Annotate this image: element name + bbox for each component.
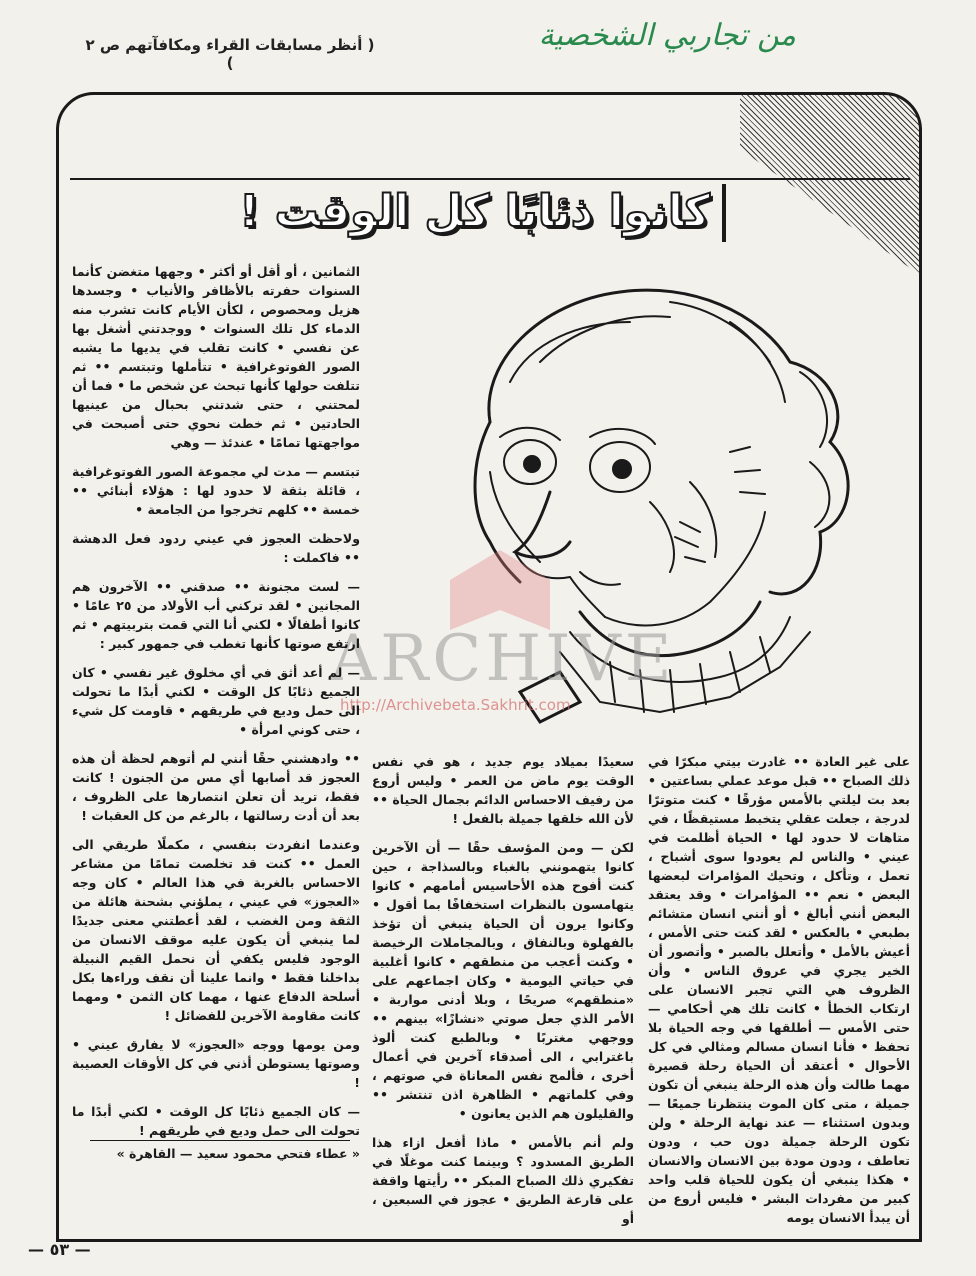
article-headline: كانوا ذئابًا كل الوقت !	[239, 186, 710, 237]
paragraph: وعندما انفردت بنفسي ، مكملًا طريقي الى العمل •• كنت قد تخلصت تمامًا من مشاعر الاحساس بالغربة في هذا العالم • كان وجه «العجوز» في عيني ، يملؤني بشحنة هائلة من الثقة ومن الغضب ، لقد أعطتني معنى جديدًا لما ينبغي أن يكون عليه موقف الانسان من الوجود فليس يكفي أن نحمل القيم النبيلة بداخلنا فقط • وانما علينا أن نقف وراءها بكل أسلحة الدفاع عنها ، مهما كان الثمن • ومهما كانت مقاومة الآخرين للفضائل !	[72, 837, 360, 1023]
paragraph: لكن — ومن المؤسف حقًا — أن الآخرين كانوا يتهمونني بالغباء وبالسذاجة ، حين كنت أفوح هذه الأحاسيس أمامهم • كانوا يتهامسون بالنظرات استخفافًا بما أقول • وكانوا يرون أن الحياة ينبغي أن تؤخذ بالفهلوة وبالنفاق ، وبالمجاملات الرخيصة • وكنت أعجب من منطقهم • كانوا أغلبية في حياتي اليومية • وكان اجماعهم على «منطقهم» صريحًا ، وبلا أدنى مواربة • الأمر الذي جعل صوتي «نشازًا» بينهم •• ووجهي مغتربًا • وبالطبع كنت ألوذ باغترابي ، الى أصدقاء آخرين في أعمال أخرى ، فألمح نفس المعاناة في صوتهم ، وفي كلماتهم • الظاهرة اذن تنتشر •• والقليلون هم الذين يعانون •	[372, 840, 634, 1121]
paragraph: على غير العادة •• غادرت بيتي مبكرًا في ذلك الصباح •• قبل موعد عملي بساعتين • بعد بت ليلتي بالأمس مؤرقًا • كنت متوترًا لدرجة ، جعلت عقلي يتخبط مستيقظًا ، في متاهات لا حدود لها • الحياة أظلمت في عيني • والناس لم يعودوا سوى أشباح ، تعمل ، وتأكل ، وتحيك المؤامرات لبعضها البعض • نعم •• المؤامرات • وقد يعتقد البعض أنني أبالغ • أو أنني انسان متشائم بطبعي • بالعكس • لقد كنت حتى الأمس ، أعيش بالأمل • وأتعلل بالصبر • وأتصور أن الخير يجري في عروق الناس • وأن الظروف هي التي تجبر الانسان على ارتكاب الخطأ • كانت تلك هي أحكامي — حتى الأمس — أطلقها في وجه الحياة بلا تحفظ • فأنا انسان مسالم ومثالي في كل الأحوال • أعتقد أن الحياة رحلة قصيرة مهما طالت وأن هذه الرحلة ينبغي أن تكون جميلة ، متى كان الموت ينتظرنا جميعًا — وبدون استثناء — عند نهاية الرحلة • ولن تكون الرحلة جميلة دون حب ، ودون تعاطف ، ودون مودة بين الانسان والانسان • هكذا ينبغي أن يكون للحياة قلب واحد كبير من مفردات البشر • فليس أروع من أن يبدأ الانسان يومه	[648, 754, 910, 1225]
series-title: من تجاربي الشخصية	[538, 18, 796, 53]
paragraph: ولاحظت العجوز في عيني ردود فعل الدهشة •• فاكملت :	[72, 531, 360, 565]
page-number: — ٥٣ —	[28, 1240, 91, 1259]
paragraph: ومن يومها ووجه «العجوز» لا يفارق عيني • وصوتها يستوطن أذني في كل الأوقات العصيبة !	[72, 1037, 360, 1090]
paragraph: — كان الجميع ذئابًا كل الوقت • لكني أبدًا ما تحولت الى حمل وديع في طريقهم !	[72, 1104, 360, 1138]
paragraph: ولم أنم بالأمس • ماذا أفعل ازاء هذا الطريق المسدود ؟ وبينما كنت موغلًا في تفكيري ذلك الصباح المبكر •• رأيتها واقفة على قارعة الطريق • عجوز في السبعين ، أو	[372, 1135, 634, 1226]
column-left	[72, 262, 360, 1150]
signature-rule	[90, 1140, 350, 1141]
paragraph: — لم أعد أثق في أي مخلوق غير نفسي • كان الجميع ذئابًا كل الوقت • لكني أبدًا ما تحولت الى حمل وديع في طريقهم • قاومت كل شيء ، حتى كوني امرأة •	[72, 665, 360, 737]
headline-rule	[70, 178, 910, 180]
paragraph: •• وادهشني حقًا أنني لم أتوهم لحظة أن هذه العجوز قد أصابها أي مس من الجنون ! كانت فقط، تريد أن تعلن انتصارها على الظروف ، بعد أن أدت رسالتها ، بالرغم من كل العقبات !	[72, 751, 360, 823]
paragraph: تبتسم — مدت لي مجموعة الصور الفوتوغرافية ، قائلة بثقة لا حدود لها : هؤلاء أبنائي •• خمسة •• كلهم تخرجوا من الجامعة •	[72, 464, 360, 517]
watermark-url: http://Archivebeta.Sakhrit.com	[340, 696, 571, 714]
column-right	[648, 752, 910, 1237]
author-signature: « عطاء فتحي محمود سعيد — القاهرة »	[116, 1146, 360, 1161]
header-note: ( أنظر مسابقات القراء ومكافآتهم ص ٢ )	[85, 36, 375, 72]
paragraph: الثمانين ، أو أقل أو أكثر • وجهها متغضن كأنما السنوات حفرته بالأظافر والأنياب • وجسدها هزيل ومحصوص ، لكأن الأيام كانت تشرب منه الدماء كل تلك السنوات • ووجدتني أشغل بها عن نفسي • كانت تقلب في يديها ما يشبه الصور الفوتوغرافية • تتأملها وتبتسم •• ثم تتلفت حولها كأنها تبحث عن شخص ما • فما أن لمحتني ، حتى شدتني بحبال من عينيها الحادتين • ثم خطت نحوي حتى أصبحت في مواجهتها تمامًا • عندئذ — وهي	[72, 264, 360, 450]
paragraph: — لست مجنونة •• صدقني •• الآخرون هم المجانين • لقد تركني أب الأولاد من ٢٥ عامًا • كانوا أطفالًا • لكني أنا التي قمت بتربيتهم • ثم ارتفع صوتها كأنها تغطب في جمهور كبير :	[72, 579, 361, 651]
watermark-text: ARCHIVE	[330, 622, 676, 696]
headline-bar	[722, 184, 726, 242]
paragraph: سعيدًا بميلاد يوم جديد ، هو في نفس الوقت يوم ماض من العمر • وليس أروع من رفيف الاحساس الدائم بجمال الحياة •• لأن الله خلقها جميلة بالفعل !	[372, 754, 634, 826]
column-middle	[372, 752, 634, 1238]
